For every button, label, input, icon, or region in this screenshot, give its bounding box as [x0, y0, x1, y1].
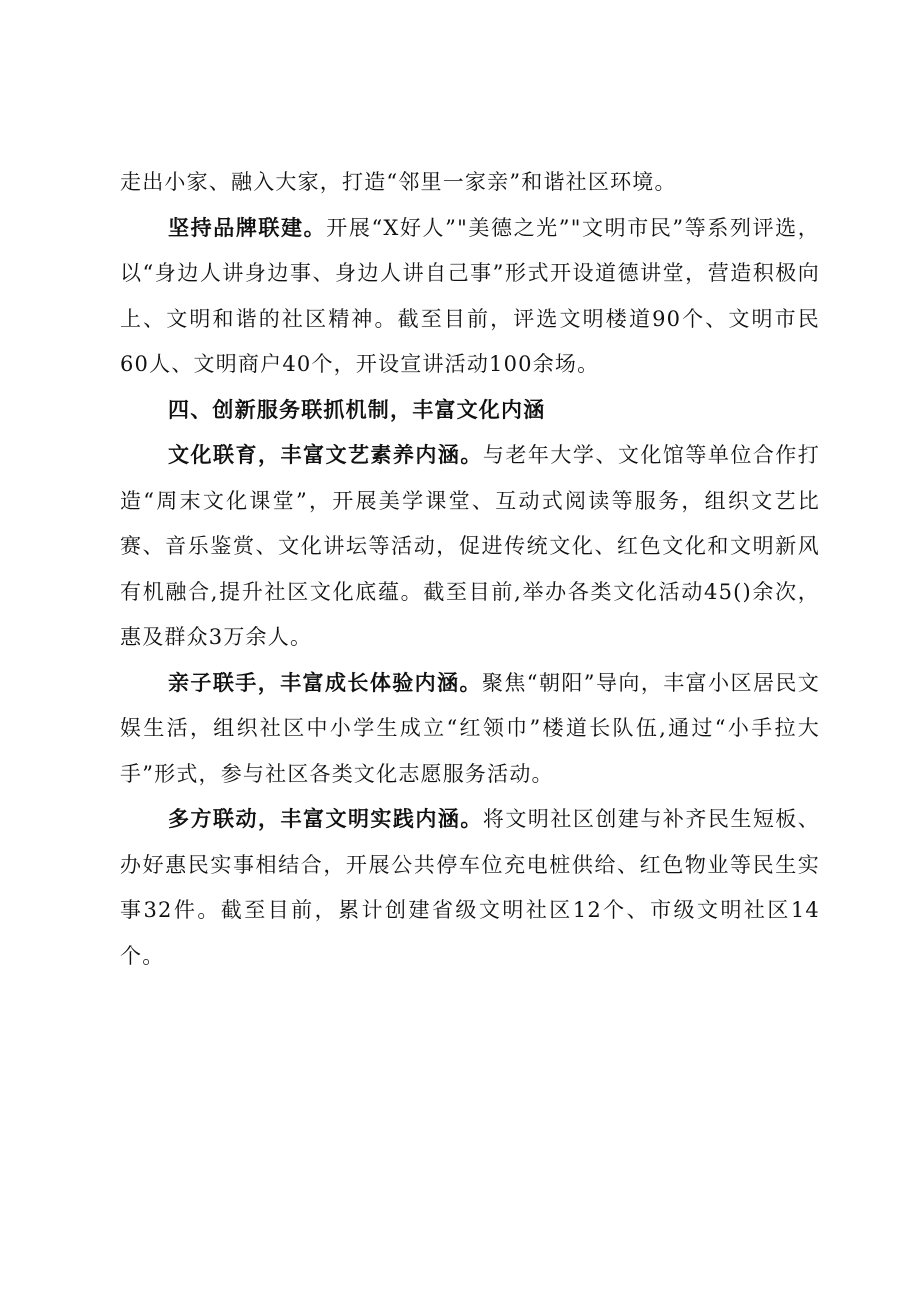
paragraph-multi-party	[120, 797, 820, 979]
paragraph-lead: 亲子联手，丰富成长体验内涵。	[168, 670, 482, 695]
section-heading: 四、创新服务联抓机制，丰富文化内涵	[168, 397, 546, 422]
document-page	[120, 160, 820, 979]
paragraph-parent-child	[120, 661, 820, 798]
paragraph-continuation	[120, 160, 820, 206]
paragraph-text: 走出小家、融入大家，打造“邻里一家亲”和谐社区环境。	[120, 170, 677, 194]
paragraph-culture	[120, 433, 820, 661]
paragraph-lead: 文化联育，丰富文艺素养内涵。	[168, 443, 483, 467]
paragraph-lead: 多方联动，丰富文明实践内涵。	[168, 807, 483, 831]
paragraph-text: 与老年大学、文化馆等单位合作打造“周末文化课堂”，开展美学课堂、互动式阅读等服务，组织文艺比赛、音乐鉴赏、文化讲坛等活动，促进传统文化、红色文化和文明新风有机融合,提升社区文化底蕴。截至目前,举办各类文化活动45()余次，惠及群众3万余人。	[120, 443, 820, 649]
paragraph-text: 开展“X好人”"美德之光”"文明市民”等系列评选，以“身边人讲身边事、身边人讲自己事”形式开设道德讲堂，营造积极向上、文明和谐的社区精神。截至目前，评选文明楼道90个、文明市民60人、文明商户40个，开设宣讲活动100余场。	[120, 215, 820, 376]
paragraph-brand-co-building	[120, 206, 820, 388]
paragraph-text: 将文明社区创建与补齐民生短板、办好惠民实事相结合，开展公共停车位充电桩供给、红色物业等民生实事32件。截至目前，累计创建省级文明社区12个、市级文明社区14个。	[120, 807, 820, 968]
paragraph-text: 聚焦“朝阳”导向，丰富小区居民文娱生活，组织社区中小学生成立“红领巾”楼道长队伍,通过“小手拉大手”形式，参与社区各类文化志愿服务活动。	[120, 670, 820, 786]
paragraph-lead: 坚持品牌联建。	[168, 215, 327, 240]
